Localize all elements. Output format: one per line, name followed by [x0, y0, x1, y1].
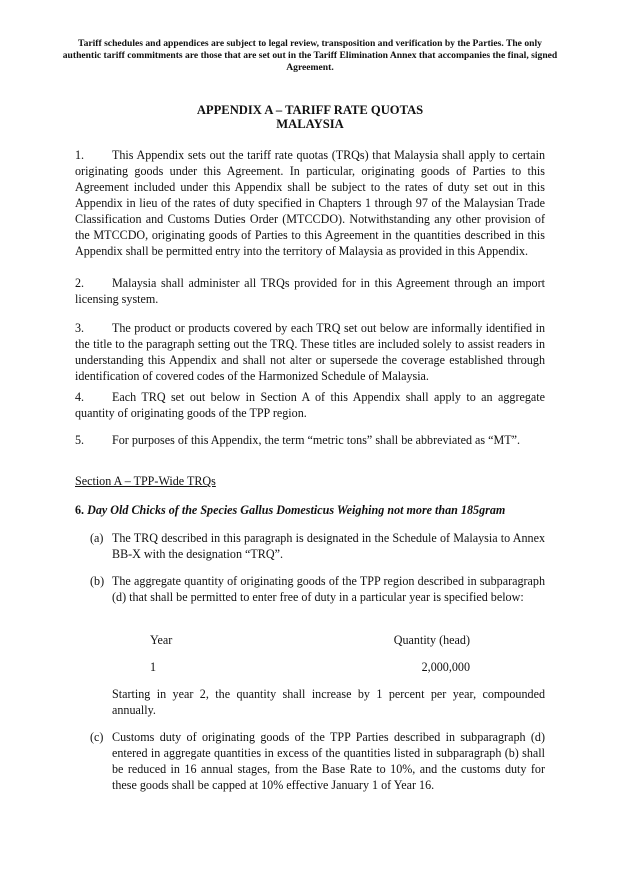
paragraph-5	[75, 432, 545, 448]
subparagraph-c	[90, 729, 545, 793]
subparagraph-text: The TRQ described in this paragraph is designated in the Schedule of Malaysia to Annex BB-X with the designation “TRQ”.	[112, 531, 545, 561]
subparagraph-label: (c)	[90, 730, 104, 744]
appendix-title	[60, 103, 560, 131]
column-header-year: Year	[150, 633, 173, 647]
item-6-heading	[75, 502, 555, 518]
paragraph-text: The product or products covered by each TRQ set out below are informally identified in the title to the paragraph setting out the TRQ. These titles are included solely to assist readers in understanding this Appendix and shall not alter or supersede the coverage established through identification of covered codes of the Harmonized Schedule of Malaysia.	[75, 321, 545, 383]
subparagraph-a	[90, 530, 545, 562]
paragraph-number: 5.	[75, 433, 85, 447]
paragraph-text: Malaysia shall administer all TRQs provided for in this Agreement through an import licensing system.	[75, 276, 545, 306]
paragraph-4	[75, 389, 545, 421]
subparagraph-text: Customs duty of originating goods of the TPP Parties described in subparagraph (d) entered in aggregate quantities in excess of the quantities listed in subparagraph (b) shall be reduced in 16 annual stages, from the Base Rate to 10%, and the customs duty for these goods shall be capped at 10% effective January 1 of Year 16.	[112, 730, 545, 792]
title-line-2: MALAYSIA	[276, 117, 344, 131]
paragraph-3	[75, 320, 545, 384]
subparagraph-text: The aggregate quantity of originating goods of the TPP region described in subparagraph (d) that shall be permitted to enter free of duty in a particular year is specified below:	[112, 574, 545, 604]
title-line-1: APPENDIX A – TARIFF RATE QUOTAS	[196, 103, 424, 117]
paragraph-number: 4.	[75, 390, 85, 404]
paragraph-text: This Appendix sets out the tariff rate quotas (TRQs) that Malaysia shall apply to certain originating goods under this Agreement. In particular, originating goods of Parties to this Agreement included under this Appendix shall be subject to the rates of duty set out in this Appendix in lieu of the rates of duty specified in Chapters 1 through 97 of the Malaysian Trade Classification and Customs Duties Order (MTCCDO). Notwithstanding any other provision of the MTCCDO, originating goods of Parties to this Agreement in the quantities described in this Appendix shall be permitted entry into the territory of Malaysia as provided in this Appendix.	[75, 148, 545, 258]
paragraph-number: 1.	[75, 148, 85, 162]
item-title: Day Old Chicks of the Species Gallus Domesticus Weighing not more than 185gram	[87, 503, 506, 517]
subparagraph-label: (b)	[90, 574, 105, 588]
legal-disclaimer: Tariff schedules and appendices are subject to legal review, transposition and verification by the Parties. The only authentic tariff commitments are those that are set out in the Tariff Elimination Annex that accompanies the final, signed Agreement.	[62, 38, 558, 73]
item-number: 6.	[75, 503, 85, 517]
column-header-quantity: Quantity (head)	[393, 633, 470, 647]
paragraph-text: Each TRQ set out below in Section A of this Appendix shall apply to an aggregate quantity of originating goods of the TPP region.	[75, 390, 545, 420]
growth-note: Starting in year 2, the quantity shall increase by 1 percent per year, compounded annually.	[112, 687, 545, 717]
cell-quantity: 2,000,000	[421, 660, 470, 674]
paragraph-text: For purposes of this Appendix, the term “metric tons” shall be abbreviated as “MT”.	[112, 433, 521, 447]
subparagraph-label: (a)	[90, 531, 104, 545]
paragraph-1	[75, 147, 545, 259]
cell-year: 1	[150, 660, 157, 674]
section-heading: Section A – TPP-Wide TRQs	[75, 474, 216, 488]
paragraph-number: 3.	[75, 321, 85, 335]
paragraph-number: 2.	[75, 276, 85, 290]
paragraph-2	[75, 275, 545, 307]
subparagraph-b	[90, 573, 545, 605]
